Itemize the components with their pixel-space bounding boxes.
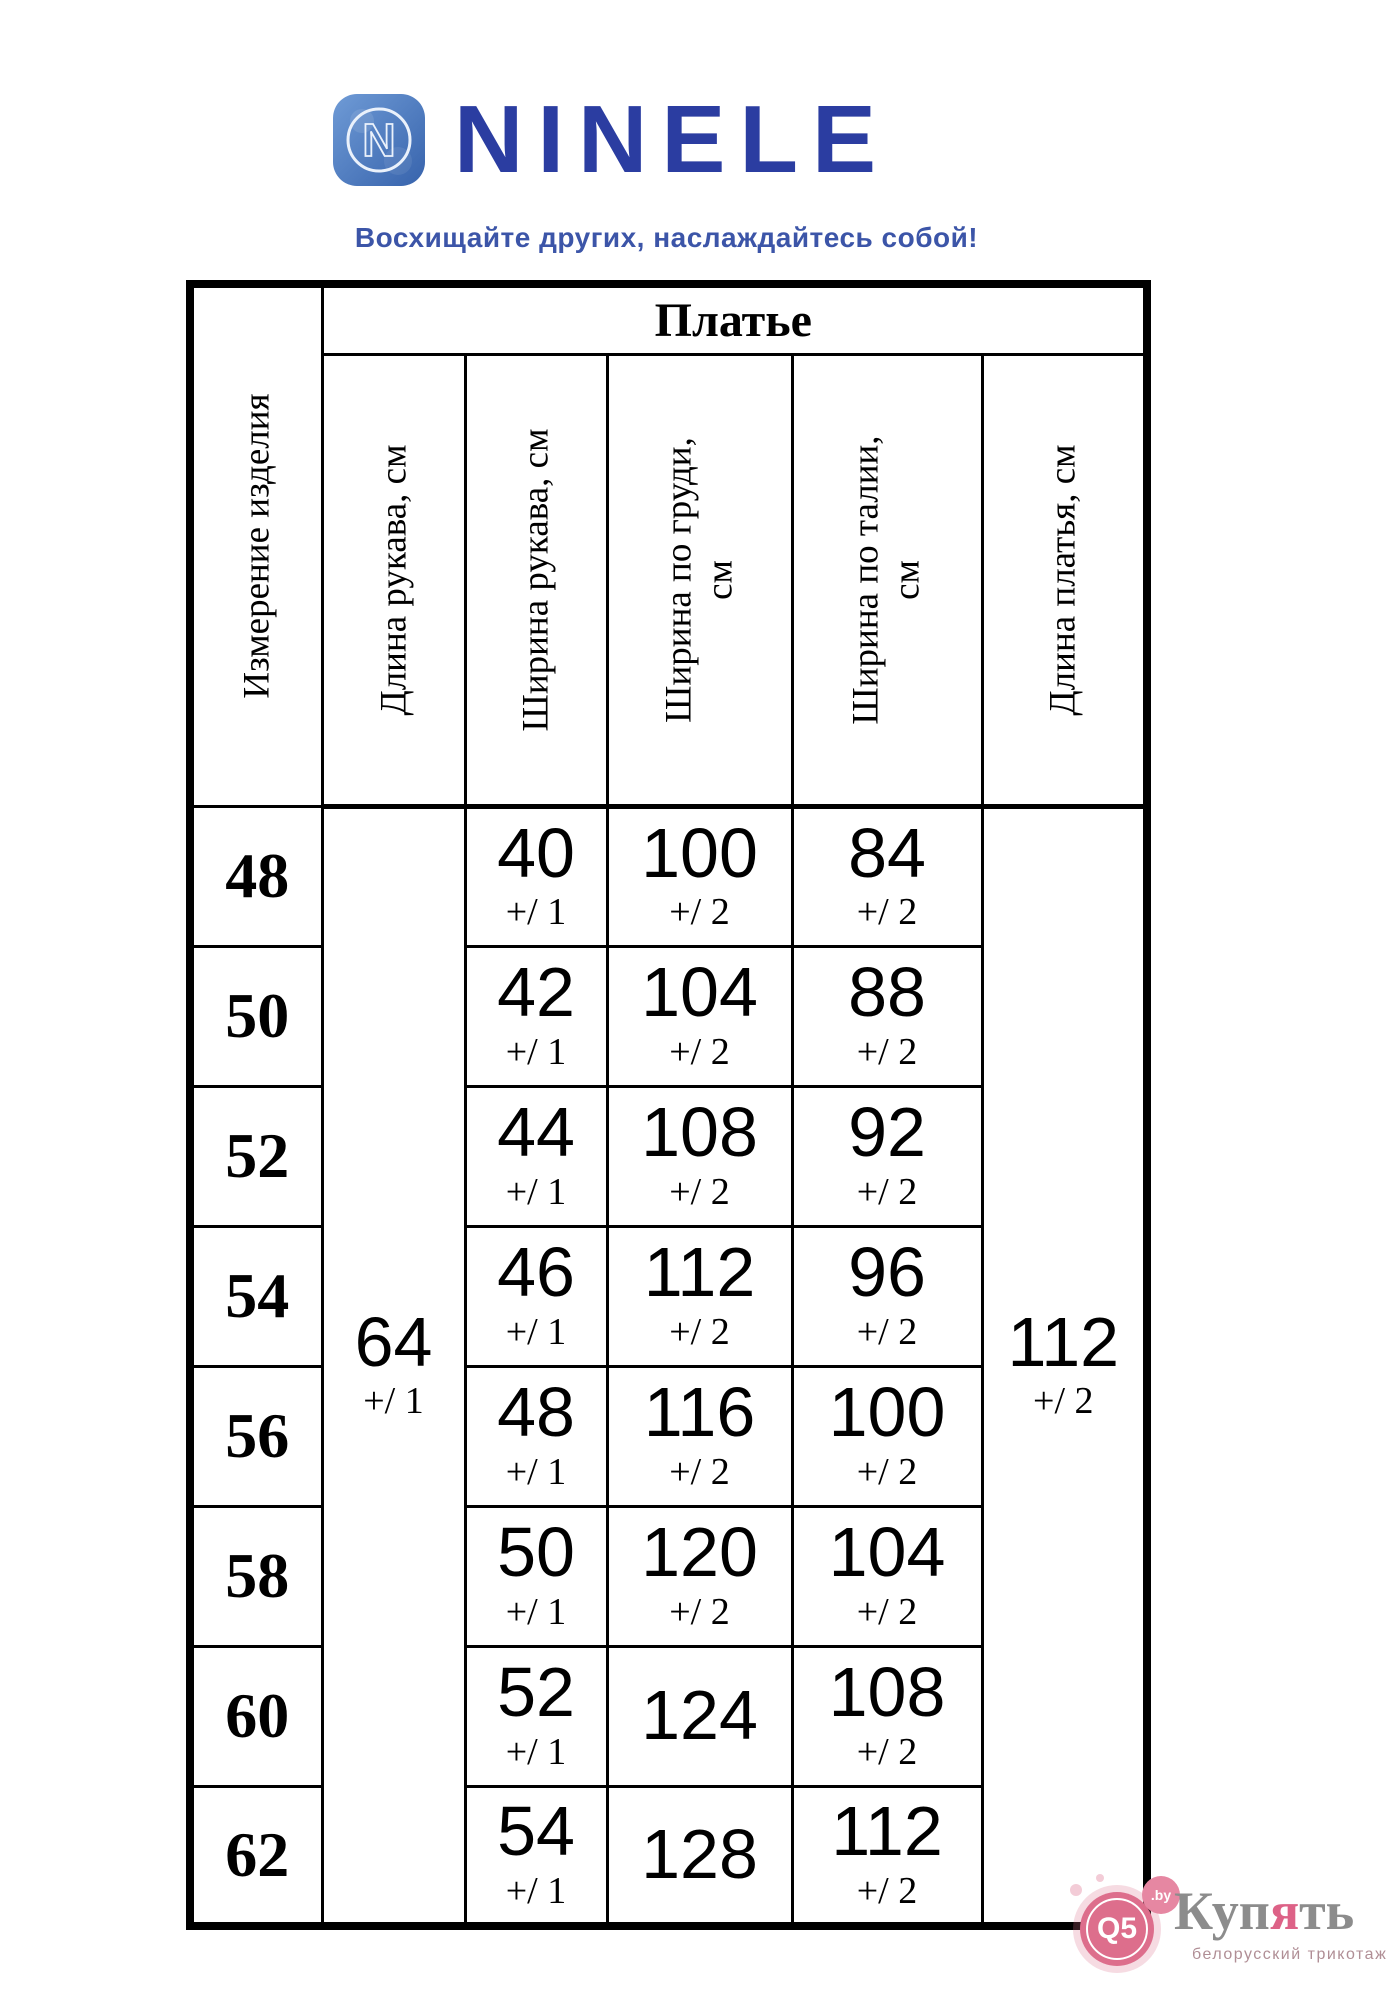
size-value: 50	[190, 946, 322, 1086]
brand-tagline: Восхищайте других, наслаждайтесь собой!	[354, 222, 979, 253]
header-sleeve-length: Длина рукава, см	[322, 354, 465, 806]
shop-watermark	[1070, 1876, 1387, 2006]
size-value: 52	[190, 1086, 322, 1226]
cell-chest-width: 104 +/ 2	[607, 946, 792, 1086]
cell-sleeve-width: 46 +/ 1	[465, 1226, 607, 1366]
cell-sleeve-width: 54 +/ 1	[465, 1786, 607, 1926]
watermark-subtitle: белорусский трикотаж	[1192, 1946, 1387, 1963]
watermark-title-part1: Куп	[1174, 1881, 1270, 1941]
brand-wordmark: NINELE	[454, 86, 891, 193]
product-title-cell: Платье	[322, 284, 1147, 354]
cell-waist-width: 108 +/ 2	[792, 1646, 982, 1786]
cell-waist-width: 84 +/ 2	[792, 806, 982, 946]
cell-sleeve-width: 48 +/ 1	[465, 1366, 607, 1506]
logo-letter: N	[362, 114, 396, 166]
cell-sleeve-width: 42 +/ 1	[465, 946, 607, 1086]
table-row-size-48	[190, 806, 1147, 946]
corner-header-label: Измерение изделия	[236, 393, 278, 699]
size-table	[186, 280, 1151, 1930]
cell-waist-width: 96 +/ 2	[792, 1226, 982, 1366]
size-value: 54	[190, 1226, 322, 1366]
cell-waist-width: 88 +/ 2	[792, 946, 982, 1086]
brand-logo	[332, 86, 891, 193]
size-value: 48	[190, 806, 322, 946]
column-header-row	[190, 354, 1147, 806]
cell-sleeve-width: 52 +/ 1	[465, 1646, 607, 1786]
watermark-bubble	[1070, 1884, 1082, 1896]
size-value: 60	[190, 1646, 322, 1786]
cell-dress-length-merged: 112 +/ 2	[982, 806, 1147, 1926]
corner-header-cell	[190, 284, 322, 806]
cell-sleeve-length-merged: 64 +/ 1	[322, 806, 465, 1926]
header-dress-length: Длина платья, см	[982, 354, 1147, 806]
size-value: 58	[190, 1506, 322, 1646]
q5-by-badge: .by	[1142, 1876, 1180, 1914]
q5-badge-label: Q5	[1086, 1898, 1148, 1960]
cell-waist-width: 92 +/ 2	[792, 1086, 982, 1226]
watermark-title-part2: ть	[1299, 1881, 1355, 1941]
table-title-row	[190, 284, 1147, 354]
watermark-bubble	[1096, 1874, 1104, 1882]
header-waist-width: Ширина по талии, см	[792, 354, 982, 806]
cell-sleeve-width: 40 +/ 1	[465, 806, 607, 946]
watermark-title	[1174, 1881, 1355, 1941]
cell-sleeve-width: 44 +/ 1	[465, 1086, 607, 1226]
cell-waist-width: 100 +/ 2	[792, 1366, 982, 1506]
cell-chest-width: 116 +/ 2	[607, 1366, 792, 1506]
size-value: 56	[190, 1366, 322, 1506]
cell-chest-width: 112 +/ 2	[607, 1226, 792, 1366]
header-sleeve-width: Ширина рукава, см	[465, 354, 607, 806]
ninele-logo-icon	[332, 93, 426, 187]
cell-waist-width: 104 +/ 2	[792, 1506, 982, 1646]
cell-chest-width: 100 +/ 2	[607, 806, 792, 946]
header-chest-width: Ширина по груди, см	[607, 354, 792, 806]
cell-chest-width: 108 +/ 2	[607, 1086, 792, 1226]
cell-sleeve-width: 50 +/ 1	[465, 1506, 607, 1646]
cell-chest-width: 128	[607, 1786, 792, 1926]
watermark-title-accent: я	[1269, 1881, 1300, 1941]
cell-waist-width: 112 +/ 2	[792, 1786, 982, 1926]
cell-chest-width: 120 +/ 2	[607, 1506, 792, 1646]
cell-chest-width: 124	[607, 1646, 792, 1786]
size-value: 62	[190, 1786, 322, 1926]
